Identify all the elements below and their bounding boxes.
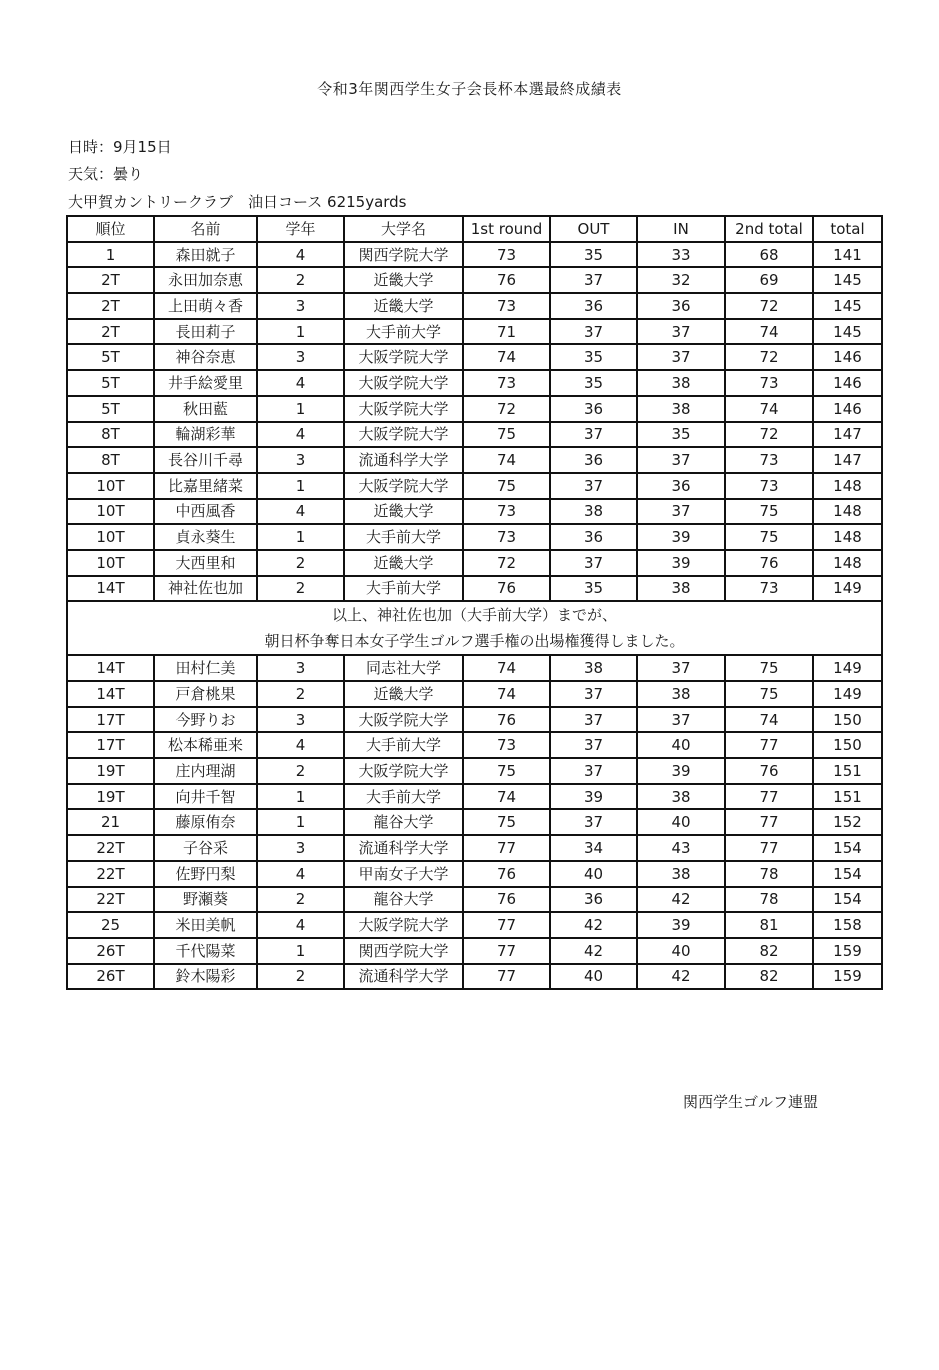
note-row (67, 601, 882, 655)
cell-rank: 14T (67, 655, 154, 681)
note-line-1: 以上、神社佐也加（大手前大学）までが、 (331, 606, 617, 625)
header-out: OUT (550, 216, 637, 242)
cell-2nd-total: 77 (725, 835, 813, 861)
cell-out: 37 (550, 267, 637, 293)
cell-grade: 3 (257, 707, 344, 733)
cell-university: 同志社大学 (344, 655, 463, 681)
cell-total: 159 (813, 964, 882, 990)
cell-university: 流通科学大学 (344, 835, 463, 861)
cell-total: 146 (813, 396, 882, 422)
cell-in: 40 (637, 732, 725, 758)
cell-total: 152 (813, 809, 882, 835)
cell-2nd-total: 72 (725, 293, 813, 319)
cell-in: 38 (637, 396, 725, 422)
cell-university: 関西学院大学 (344, 242, 463, 268)
cell-1st-round: 76 (463, 887, 550, 913)
table-row (67, 344, 882, 370)
cell-in: 39 (637, 912, 725, 938)
cell-grade: 1 (257, 473, 344, 499)
cell-in: 37 (637, 344, 725, 370)
cell-total: 159 (813, 938, 882, 964)
cell-name: 長田莉子 (154, 319, 257, 345)
cell-grade: 3 (257, 655, 344, 681)
header-row (67, 216, 882, 242)
cell-total: 158 (813, 912, 882, 938)
cell-grade: 3 (257, 344, 344, 370)
event-date: 日時：9月15日 (68, 138, 172, 156)
cell-total: 154 (813, 887, 882, 913)
cell-out: 38 (550, 499, 637, 525)
cell-grade: 4 (257, 861, 344, 887)
cell-grade: 3 (257, 835, 344, 861)
cell-out: 42 (550, 938, 637, 964)
cell-total: 154 (813, 835, 882, 861)
cell-2nd-total: 82 (725, 964, 813, 990)
cell-university: 大阪学院大学 (344, 707, 463, 733)
cell-1st-round: 73 (463, 524, 550, 550)
cell-rank: 8T (67, 447, 154, 473)
cell-out: 35 (550, 344, 637, 370)
cell-out: 36 (550, 524, 637, 550)
cell-total: 148 (813, 473, 882, 499)
cell-1st-round: 75 (463, 473, 550, 499)
cell-rank: 26T (67, 938, 154, 964)
cell-name: 井手絵愛里 (154, 370, 257, 396)
cell-name: 貞永葵生 (154, 524, 257, 550)
cell-total: 154 (813, 861, 882, 887)
cell-name: 庄内理湖 (154, 758, 257, 784)
cell-rank: 14T (67, 681, 154, 707)
cell-in: 35 (637, 422, 725, 448)
cell-2nd-total: 73 (725, 473, 813, 499)
cell-name: 永田加奈恵 (154, 267, 257, 293)
cell-out: 37 (550, 707, 637, 733)
cell-rank: 5T (67, 370, 154, 396)
cell-in: 33 (637, 242, 725, 268)
cell-total: 149 (813, 681, 882, 707)
cell-university: 近畿大学 (344, 293, 463, 319)
cell-grade: 2 (257, 267, 344, 293)
cell-grade: 1 (257, 524, 344, 550)
cell-out: 37 (550, 550, 637, 576)
cell-grade: 4 (257, 422, 344, 448)
cell-in: 37 (637, 655, 725, 681)
cell-rank: 22T (67, 861, 154, 887)
table-row (67, 370, 882, 396)
cell-out: 35 (550, 370, 637, 396)
cell-out: 38 (550, 655, 637, 681)
cell-university: 近畿大学 (344, 550, 463, 576)
cell-rank: 1 (67, 242, 154, 268)
cell-rank: 19T (67, 758, 154, 784)
cell-rank: 17T (67, 707, 154, 733)
cell-university: 関西学院大学 (344, 938, 463, 964)
cell-out: 37 (550, 809, 637, 835)
cell-grade: 2 (257, 887, 344, 913)
cell-total: 147 (813, 422, 882, 448)
cell-name: 上田萌々香 (154, 293, 257, 319)
cell-university: 龍谷大学 (344, 809, 463, 835)
weather: 天気：曇り (68, 165, 144, 183)
cell-grade: 4 (257, 242, 344, 268)
note-section (67, 601, 882, 655)
cell-in: 40 (637, 809, 725, 835)
cell-in: 38 (637, 681, 725, 707)
cell-total: 148 (813, 550, 882, 576)
cell-name: 中西風香 (154, 499, 257, 525)
cell-grade: 1 (257, 319, 344, 345)
cell-university: 大手前大学 (344, 732, 463, 758)
cell-name: 大西里和 (154, 550, 257, 576)
cell-name: 子谷采 (154, 835, 257, 861)
cell-out: 36 (550, 293, 637, 319)
cell-rank: 5T (67, 344, 154, 370)
cell-out: 39 (550, 784, 637, 810)
cell-out: 42 (550, 912, 637, 938)
cell-rank: 17T (67, 732, 154, 758)
cell-rank: 22T (67, 887, 154, 913)
cell-university: 近畿大学 (344, 499, 463, 525)
cell-in: 37 (637, 499, 725, 525)
cell-in: 39 (637, 524, 725, 550)
table-row (67, 242, 882, 268)
cell-name: 比嘉里緒菜 (154, 473, 257, 499)
cell-name: 戸倉桃果 (154, 681, 257, 707)
cell-name: 向井千智 (154, 784, 257, 810)
cell-1st-round: 74 (463, 681, 550, 707)
cell-university: 龍谷大学 (344, 887, 463, 913)
cell-out: 34 (550, 835, 637, 861)
cell-1st-round: 74 (463, 784, 550, 810)
cell-name: 野瀬葵 (154, 887, 257, 913)
cell-2nd-total: 72 (725, 422, 813, 448)
cell-grade: 1 (257, 784, 344, 810)
cell-1st-round: 72 (463, 550, 550, 576)
cell-1st-round: 77 (463, 912, 550, 938)
note-line-2: 朝日杯争奪日本女子学生ゴルフ選手権の出場権獲得しました。 (264, 632, 685, 651)
cell-out: 37 (550, 732, 637, 758)
cell-grade: 2 (257, 550, 344, 576)
cell-total: 141 (813, 242, 882, 268)
cell-rank: 10T (67, 524, 154, 550)
qualification-note (67, 601, 882, 655)
cell-rank: 2T (67, 267, 154, 293)
cell-rank: 5T (67, 396, 154, 422)
cell-out: 36 (550, 447, 637, 473)
cell-2nd-total: 75 (725, 655, 813, 681)
cell-rank: 19T (67, 784, 154, 810)
cell-2nd-total: 74 (725, 396, 813, 422)
cell-2nd-total: 81 (725, 912, 813, 938)
cell-university: 近畿大学 (344, 681, 463, 707)
other-rows (67, 655, 882, 989)
cell-rank: 26T (67, 964, 154, 990)
cell-out: 36 (550, 396, 637, 422)
cell-university: 大阪学院大学 (344, 422, 463, 448)
cell-total: 151 (813, 784, 882, 810)
cell-total: 145 (813, 267, 882, 293)
header-university: 大学名 (344, 216, 463, 242)
table-row (67, 655, 882, 681)
table-row (67, 887, 882, 913)
cell-2nd-total: 78 (725, 887, 813, 913)
cell-rank: 14T (67, 576, 154, 602)
results-table (66, 215, 883, 990)
cell-out: 40 (550, 861, 637, 887)
cell-rank: 10T (67, 550, 154, 576)
cell-rank: 2T (67, 293, 154, 319)
header-2nd-total: 2nd total (725, 216, 813, 242)
cell-out: 35 (550, 242, 637, 268)
cell-grade: 2 (257, 681, 344, 707)
cell-name: 松本稀亜来 (154, 732, 257, 758)
cell-rank: 25 (67, 912, 154, 938)
cell-grade: 1 (257, 396, 344, 422)
header-rank: 順位 (67, 216, 154, 242)
cell-out: 35 (550, 576, 637, 602)
cell-university: 大手前大学 (344, 576, 463, 602)
cell-in: 42 (637, 887, 725, 913)
cell-university: 甲南女子大学 (344, 861, 463, 887)
cell-rank: 2T (67, 319, 154, 345)
cell-out: 40 (550, 964, 637, 990)
document-title: 令和3年関西学生女子会長杯本選最終成績表 (317, 80, 622, 98)
cell-university: 大手前大学 (344, 524, 463, 550)
cell-1st-round: 75 (463, 422, 550, 448)
cell-in: 37 (637, 447, 725, 473)
cell-total: 145 (813, 293, 882, 319)
table-row (67, 809, 882, 835)
cell-name: 鈴木陽彩 (154, 964, 257, 990)
table-row (67, 524, 882, 550)
cell-total: 150 (813, 707, 882, 733)
organizer: 関西学生ゴルフ連盟 (683, 1093, 819, 1111)
cell-in: 42 (637, 964, 725, 990)
cell-2nd-total: 75 (725, 499, 813, 525)
cell-2nd-total: 77 (725, 809, 813, 835)
header-in: IN (637, 216, 725, 242)
cell-in: 39 (637, 550, 725, 576)
cell-name: 藤原侑奈 (154, 809, 257, 835)
cell-2nd-total: 76 (725, 550, 813, 576)
cell-in: 38 (637, 576, 725, 602)
table-row (67, 422, 882, 448)
cell-total: 149 (813, 576, 882, 602)
cell-name: 千代陽菜 (154, 938, 257, 964)
cell-grade: 2 (257, 758, 344, 784)
cell-university: 大阪学院大学 (344, 473, 463, 499)
cell-in: 32 (637, 267, 725, 293)
cell-name: 秋田藍 (154, 396, 257, 422)
cell-2nd-total: 82 (725, 938, 813, 964)
cell-university: 大阪学院大学 (344, 396, 463, 422)
cell-university: 大手前大学 (344, 784, 463, 810)
cell-in: 37 (637, 707, 725, 733)
cell-2nd-total: 68 (725, 242, 813, 268)
table-row (67, 681, 882, 707)
cell-grade: 3 (257, 293, 344, 319)
cell-total: 148 (813, 524, 882, 550)
cell-grade: 3 (257, 447, 344, 473)
table-row (67, 835, 882, 861)
cell-university: 流通科学大学 (344, 447, 463, 473)
cell-2nd-total: 73 (725, 370, 813, 396)
cell-in: 38 (637, 784, 725, 810)
cell-1st-round: 77 (463, 938, 550, 964)
cell-total: 146 (813, 344, 882, 370)
table-row (67, 707, 882, 733)
cell-university: 大手前大学 (344, 319, 463, 345)
cell-university: 大阪学院大学 (344, 344, 463, 370)
cell-grade: 1 (257, 809, 344, 835)
table-row (67, 550, 882, 576)
table-row (67, 912, 882, 938)
cell-out: 37 (550, 758, 637, 784)
cell-in: 38 (637, 370, 725, 396)
cell-rank: 21 (67, 809, 154, 835)
cell-university: 大阪学院大学 (344, 370, 463, 396)
table-row (67, 319, 882, 345)
cell-2nd-total: 69 (725, 267, 813, 293)
cell-name: 佐野円梨 (154, 861, 257, 887)
cell-grade: 1 (257, 938, 344, 964)
table-row (67, 499, 882, 525)
table-row (67, 938, 882, 964)
table-row (67, 732, 882, 758)
cell-total: 147 (813, 447, 882, 473)
qualified-rows (67, 242, 882, 602)
cell-name: 輪湖彩華 (154, 422, 257, 448)
cell-in: 36 (637, 473, 725, 499)
cell-out: 37 (550, 681, 637, 707)
cell-total: 145 (813, 319, 882, 345)
cell-name: 神社佐也加 (154, 576, 257, 602)
cell-1st-round: 76 (463, 576, 550, 602)
cell-2nd-total: 77 (725, 784, 813, 810)
cell-in: 38 (637, 861, 725, 887)
cell-name: 米田美帆 (154, 912, 257, 938)
cell-in: 37 (637, 319, 725, 345)
cell-1st-round: 74 (463, 344, 550, 370)
cell-total: 146 (813, 370, 882, 396)
cell-rank: 10T (67, 473, 154, 499)
table-row (67, 576, 882, 602)
cell-2nd-total: 74 (725, 707, 813, 733)
cell-rank: 8T (67, 422, 154, 448)
cell-2nd-total: 76 (725, 758, 813, 784)
cell-2nd-total: 75 (725, 524, 813, 550)
cell-university: 大阪学院大学 (344, 758, 463, 784)
header-1st-round: 1st round (463, 216, 550, 242)
cell-name: 今野りお (154, 707, 257, 733)
table-row (67, 396, 882, 422)
table-row (67, 758, 882, 784)
cell-grade: 2 (257, 576, 344, 602)
cell-1st-round: 76 (463, 707, 550, 733)
cell-grade: 4 (257, 370, 344, 396)
cell-university: 近畿大学 (344, 267, 463, 293)
cell-out: 37 (550, 422, 637, 448)
header-grade: 学年 (257, 216, 344, 242)
cell-2nd-total: 73 (725, 576, 813, 602)
cell-1st-round: 77 (463, 835, 550, 861)
table-row (67, 267, 882, 293)
cell-1st-round: 73 (463, 293, 550, 319)
table-row (67, 293, 882, 319)
cell-1st-round: 76 (463, 861, 550, 887)
cell-1st-round: 71 (463, 319, 550, 345)
cell-1st-round: 77 (463, 964, 550, 990)
cell-1st-round: 73 (463, 242, 550, 268)
cell-out: 37 (550, 473, 637, 499)
cell-in: 43 (637, 835, 725, 861)
cell-1st-round: 73 (463, 499, 550, 525)
cell-total: 148 (813, 499, 882, 525)
cell-1st-round: 73 (463, 370, 550, 396)
cell-1st-round: 73 (463, 732, 550, 758)
cell-total: 151 (813, 758, 882, 784)
cell-2nd-total: 75 (725, 681, 813, 707)
cell-rank: 22T (67, 835, 154, 861)
cell-name: 田村仁美 (154, 655, 257, 681)
cell-name: 長谷川千尋 (154, 447, 257, 473)
cell-out: 36 (550, 887, 637, 913)
table-row (67, 861, 882, 887)
cell-total: 150 (813, 732, 882, 758)
table-row (67, 964, 882, 990)
course-name: 大甲賀カントリークラブ 油日コース 6215yards (68, 193, 407, 211)
cell-2nd-total: 74 (725, 319, 813, 345)
cell-1st-round: 75 (463, 758, 550, 784)
cell-university: 流通科学大学 (344, 964, 463, 990)
cell-in: 36 (637, 293, 725, 319)
table-row (67, 473, 882, 499)
cell-2nd-total: 72 (725, 344, 813, 370)
cell-grade: 4 (257, 732, 344, 758)
cell-grade: 4 (257, 499, 344, 525)
cell-rank: 10T (67, 499, 154, 525)
cell-out: 37 (550, 319, 637, 345)
cell-university: 大阪学院大学 (344, 912, 463, 938)
cell-1st-round: 75 (463, 809, 550, 835)
cell-1st-round: 72 (463, 396, 550, 422)
header-name: 名前 (154, 216, 257, 242)
cell-2nd-total: 78 (725, 861, 813, 887)
cell-grade: 4 (257, 912, 344, 938)
cell-grade: 2 (257, 964, 344, 990)
header-total: total (813, 216, 882, 242)
table-row (67, 784, 882, 810)
cell-name: 神谷奈恵 (154, 344, 257, 370)
cell-name: 森田就子 (154, 242, 257, 268)
cell-1st-round: 74 (463, 447, 550, 473)
cell-1st-round: 76 (463, 267, 550, 293)
table-row (67, 447, 882, 473)
cell-1st-round: 74 (463, 655, 550, 681)
cell-in: 39 (637, 758, 725, 784)
cell-2nd-total: 77 (725, 732, 813, 758)
cell-total: 149 (813, 655, 882, 681)
cell-in: 40 (637, 938, 725, 964)
cell-2nd-total: 73 (725, 447, 813, 473)
